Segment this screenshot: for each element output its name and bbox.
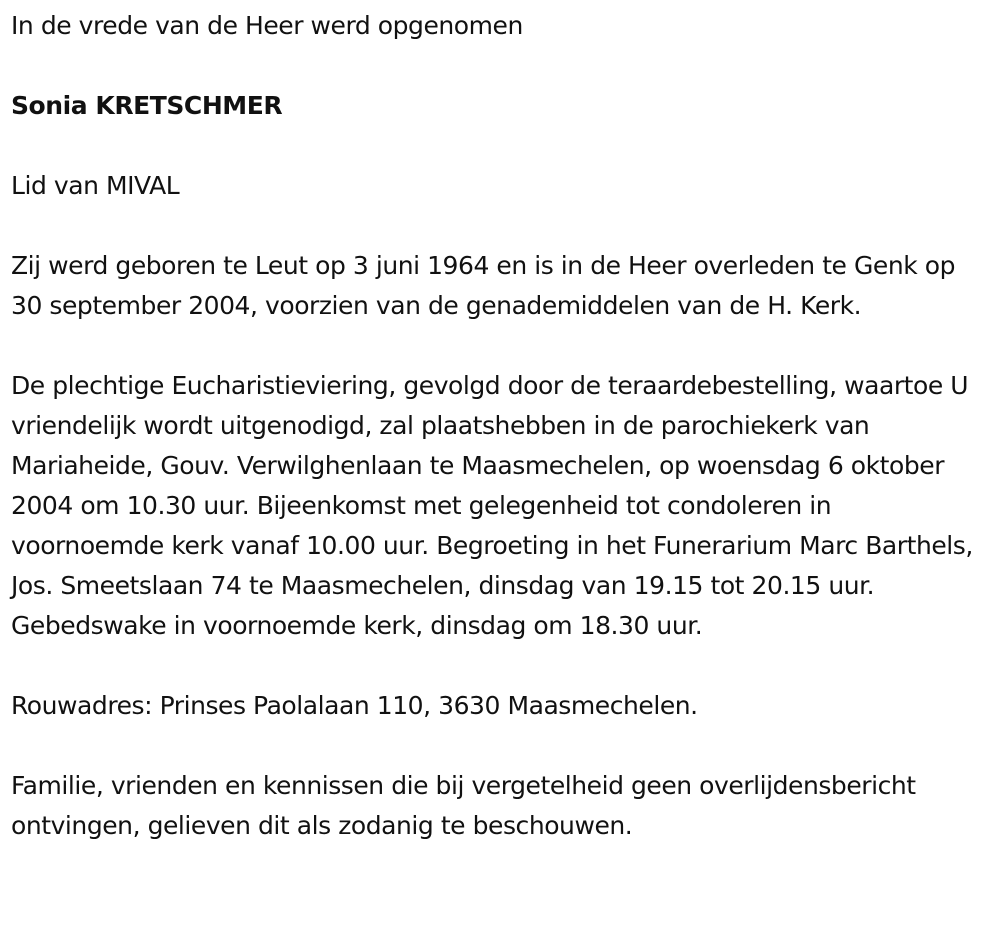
deceased-name: Sonia KRETSCHMER xyxy=(11,91,283,120)
ceremony-paragraph: De plechtige Eucharistieviering, gevolgd door de teraardebestelling, waartoe U vriendelijk wordt uitgenodigd, zal plaatshebben in de parochiekerk van Mariaheide, Gouv. Verwilghenlaan te Maasmechelen, op woensdag 6 oktober 2004 om 10.30 uur. Bijeenkomst met gelegenheid tot condoleren in voornoemde kerk vanaf 10.00 uur. Begroeting in het Funerarium Marc Barthels, Jos. Smeetslaan 74 te Maasmechelen, dinsdag van 19.15 tot 20.15 uur. Gebedswake in voornoemde kerk, dinsdag om 18.30 uur. xyxy=(11,371,973,640)
mourning-address: Rouwadres: Prinses Paolalaan 110, 3630 Maasmechelen. xyxy=(11,691,698,720)
intro-line: In de vrede van de Heer werd opgenomen xyxy=(11,11,523,40)
closing-paragraph: Familie, vrienden en kennissen die bij vergetelheid geen overlijdensbericht ontvingen, gelieven dit als zodanig te beschouwen. xyxy=(11,771,916,840)
birth-death-paragraph: Zij werd geboren te Leut op 3 juni 1964 en is in de Heer overleden te Genk op 30 september 2004, voorzien van de genademiddelen van de H. Kerk. xyxy=(11,251,956,320)
membership-line: Lid van MIVAL xyxy=(11,171,180,200)
